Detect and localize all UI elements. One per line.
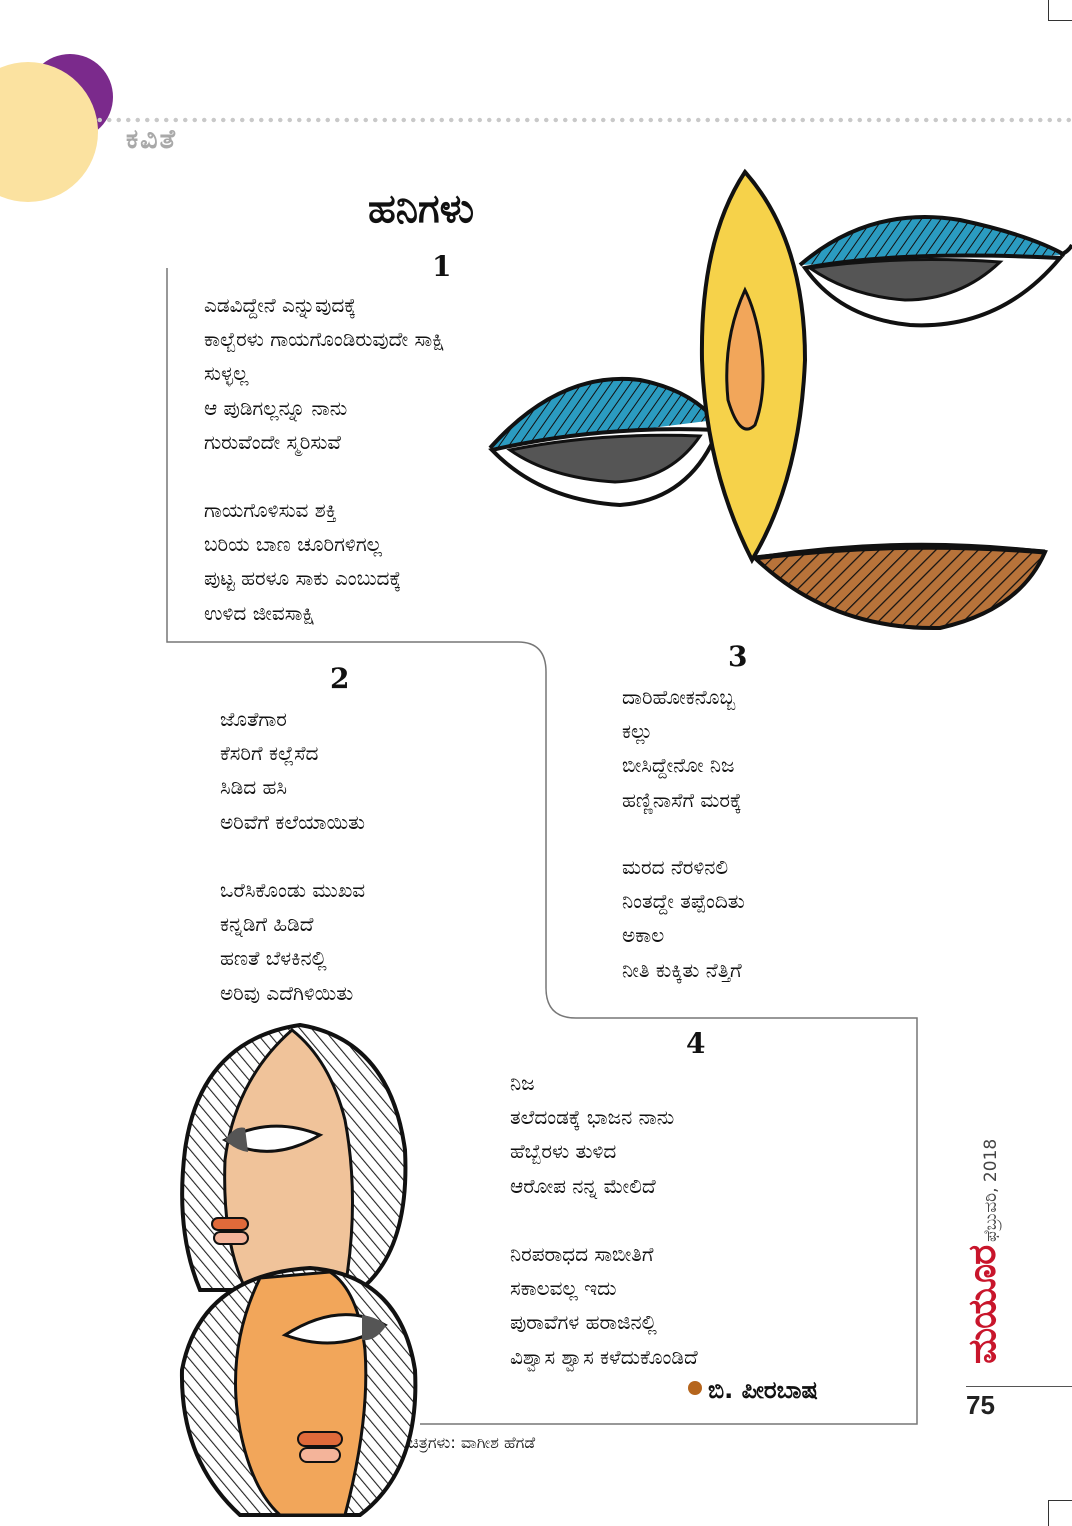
poem-line: ನಿಜ [510, 1071, 535, 1095]
author-byline [688, 1376, 818, 1404]
poem-line: ನೀತಿ ಕುಕ್ಕಿತು ನೆತ್ತಿಗೆ [622, 957, 742, 982]
poem-line: ಗುರುವೆಂದೇ ಸ್ಮರಿಸುವೆ [204, 429, 341, 454]
page-title: ಹನಿಗಳು [368, 186, 475, 232]
poem-line: ಜೊತೆಗಾರ [220, 707, 287, 731]
poem-line: ಆರೋಪ ನನ್ನ ಮೇಲಿದೆ [510, 1173, 656, 1198]
poem-1-stanza-2 [204, 493, 401, 630]
poem-line: ನಿರಪರಾಧದ ಸಾಬೀತಿಗೆ [510, 1242, 654, 1266]
poem-line: ತಲೆದಂಡಕ್ಕೆ ಭಾಜನ ನಾನು [510, 1105, 675, 1130]
poem-line: ಸಕಾಲವಲ್ಲ ಇದು [510, 1276, 617, 1301]
page-number-rule [966, 1386, 1072, 1387]
poem-line: ಆ ಪುಡಿಗಲ್ಲನ್ನೂ ನಾನು [204, 395, 348, 420]
poem-line: ಹೆಬ್ಬೆರಳು ತುಳಿದ [510, 1139, 617, 1164]
poem-3-stanza-1 [622, 680, 742, 817]
poem-line: ಮರದ ನೆರಳಿನಲಿ [622, 855, 729, 879]
poem-number-1: 1 [432, 250, 452, 283]
poem-line: ಹಣತೆ ಬೆಳಕಿನಲ್ಲಿ [220, 946, 327, 971]
poem-line: ಸುಳ್ಳಲ್ಲ [204, 361, 249, 386]
poem-line: ಅಕಾಲ [622, 923, 665, 948]
poem-line: ಬೀಸಿದ್ದೇನೋ ನಿಜ [622, 753, 735, 778]
poem-line: ಸಿಡಿದ ಹಸಿ [220, 775, 287, 800]
poem-line: ಎಡವಿದ್ದೇನೆ ಎನ್ನುವುದಕ್ಕೆ [204, 293, 356, 317]
poem-line: ಒರೆಸಿಕೊಂಡು ಮುಖವ [220, 878, 366, 902]
poem-number-4: 4 [686, 1027, 706, 1060]
poem-line: ದಾರಿಹೋಕನೊಬ್ಬ [622, 685, 736, 709]
poem-4-stanza-1 [510, 1066, 674, 1203]
poem-line: ವಿಶ್ವಾಸ ಶ್ವಾಸ ಕಳೆದುಕೊಂಡಿದೆ [510, 1344, 698, 1369]
poem-line: ಅರಿವೆಗೆ ಕಲೆಯಾಯಿತು [220, 809, 366, 834]
poem-line: ಕನ್ನಡಿಗೆ ಹಿಡಿದೆ [220, 912, 314, 937]
magazine-logo: ಮಯೂರ [960, 1245, 1004, 1364]
bullet-dot-icon [688, 1381, 702, 1395]
issue-date: ಫೆಬ್ರುವರಿ, 2018 [981, 1138, 1001, 1242]
poem-2-stanza-2 [220, 873, 365, 1010]
poem-line: ಕಾಲ್ಬೆರಳು ಗಾಯಗೊಂಡಿರುವುದೇ ಸಾಕ್ಷಿ [204, 327, 445, 352]
poem-number-3: 3 [728, 640, 748, 673]
page-number: 75 [966, 1390, 995, 1420]
poem-line: ಕೆಸರಿಗೆ ಕಲ್ಲೆಸೆದ [220, 741, 319, 766]
poem-3-stanza-2 [622, 850, 745, 987]
poem-line: ಉಳಿದ ಜೀವಸಾಕ್ಷಿ [204, 600, 315, 625]
poem-1-stanza-1 [204, 288, 445, 459]
poem-line: ಗಾಯಗೊಳಿಸುವ ಶಕ್ತಿ [204, 498, 337, 522]
section-label: ಕವಿತೆ [126, 124, 177, 155]
poem-line: ಬರಿಯ ಬಾಣ ಚೂರಿಗಳಿಗಲ್ಲ [204, 532, 382, 557]
poem-line: ಹಣ್ಣಿನಾಸೆಗೆ ಮರಕ್ಕೆ [622, 787, 742, 812]
poem-line: ನಿಂತದ್ದೇ ತಪ್ಪೆಂದಿತು [622, 889, 745, 914]
poem-4-stanza-2 [510, 1237, 698, 1374]
illustration-credit: ಚಿತ್ರಗಳು: ವಾಗೀಶ ಹೆಗಡೆ [408, 1433, 536, 1452]
poem-line: ಅರಿವು ಎದೆಗಿಳಿಯಿತು [220, 980, 354, 1005]
faces-illustration [170, 1015, 430, 1525]
poem-2-stanza-1 [220, 702, 365, 839]
poem-line: ಕಲ್ಲು [622, 719, 653, 744]
poem-line: ಪುಟ್ಟ ಹರಳೂ ಸಾಕು ಎಂಬುದಕ್ಕೆ [204, 566, 402, 591]
poem-number-2: 2 [330, 662, 350, 695]
lamp-eyes-illustration [460, 160, 1072, 640]
poem-line: ಪುರಾವೆಗಳ ಹರಾಜಿನಲ್ಲಿ [510, 1310, 657, 1335]
author-name: ಬಿ. ಪೀರಬಾಷ [708, 1376, 818, 1404]
